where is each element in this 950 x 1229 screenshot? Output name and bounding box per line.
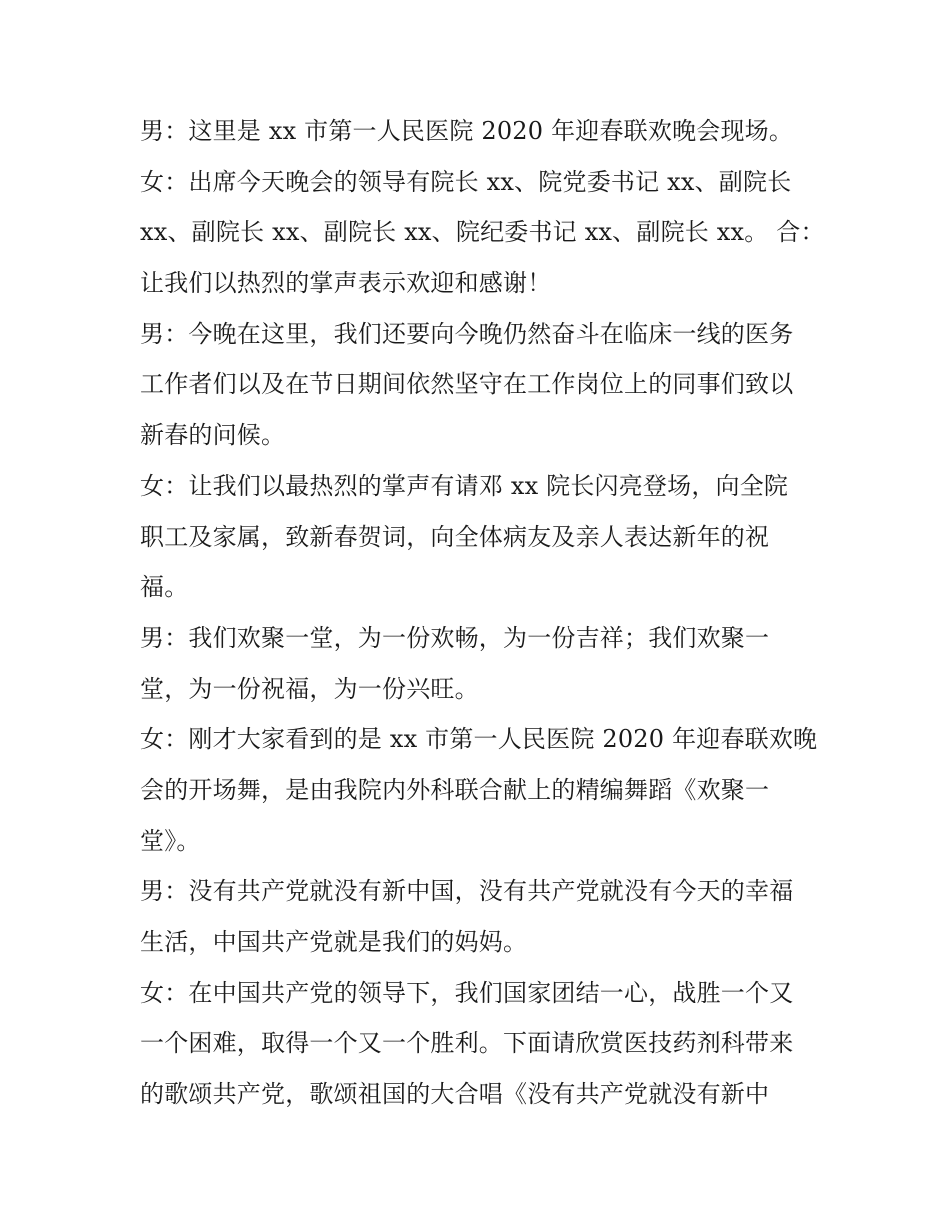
- text-line-17: 生活，中国共产党就是我们的妈妈。: [140, 928, 528, 956]
- text-line-19: 一个困难，取得一个又一个胜利。下面请欣赏医技药剂科带来: [140, 1029, 794, 1058]
- text-line-5: 男：今晚在这里，我们还要向今晚仍然奋斗在临床一线的医务: [140, 319, 794, 348]
- text-line-10: 福。: [140, 573, 189, 602]
- text-line-1: 男：这里是 xx 市第一人民医院 2020 年迎春联欢晚会现场。: [140, 117, 794, 145]
- text-line-7: 新春的问候。: [140, 421, 286, 450]
- text-line-3: xx、副院长 xx、副院长 xx、院纪委书记 xx、副院长 xx。 合：: [140, 218, 825, 247]
- text-line-18: 女：在中国共产党的领导下，我们国家团结一心，战胜一个又: [140, 978, 794, 1007]
- text-line-11: 男：我们欢聚一堂，为一份欢畅，为一份吉祥；我们欢聚一: [140, 623, 770, 652]
- text-line-16: 男：没有共产党就没有新中国，没有共产党就没有今天的幸福: [140, 877, 794, 906]
- document-body: [140, 106, 825, 1120]
- text-line-14: 会的开场舞，是由我院内外科联合献上的精编舞蹈《欢聚一: [140, 775, 770, 804]
- text-line-4: 让我们以热烈的掌声表示欢迎和感谢！: [140, 269, 552, 298]
- text-line-6: 工作者们以及在节日期间依然坚守在工作岗位上的同事们致以: [140, 370, 794, 399]
- text-line-20: 的歌颂共产党，歌颂祖国的大合唱《没有共产党就没有新中: [140, 1080, 770, 1109]
- text-line-2: 女：出席今天晚会的领导有院长 xx、院党委书记 xx、副院长: [140, 167, 792, 196]
- text-line-13: 女：刚才大家看到的是 xx 市第一人民医院 2020 年迎春联欢晚: [140, 725, 818, 754]
- text-line-15: 堂》。: [140, 826, 201, 855]
- text-line-9: 职工及家属，致新春贺词，向全体病友及亲人表达新年的祝: [140, 522, 770, 551]
- text-line-8: 女：让我们以最热烈的掌声有请邓 xx 院长闪亮登场，向全院: [140, 471, 789, 500]
- text-line-12: 堂，为一份祝福，为一份兴旺。: [140, 674, 479, 703]
